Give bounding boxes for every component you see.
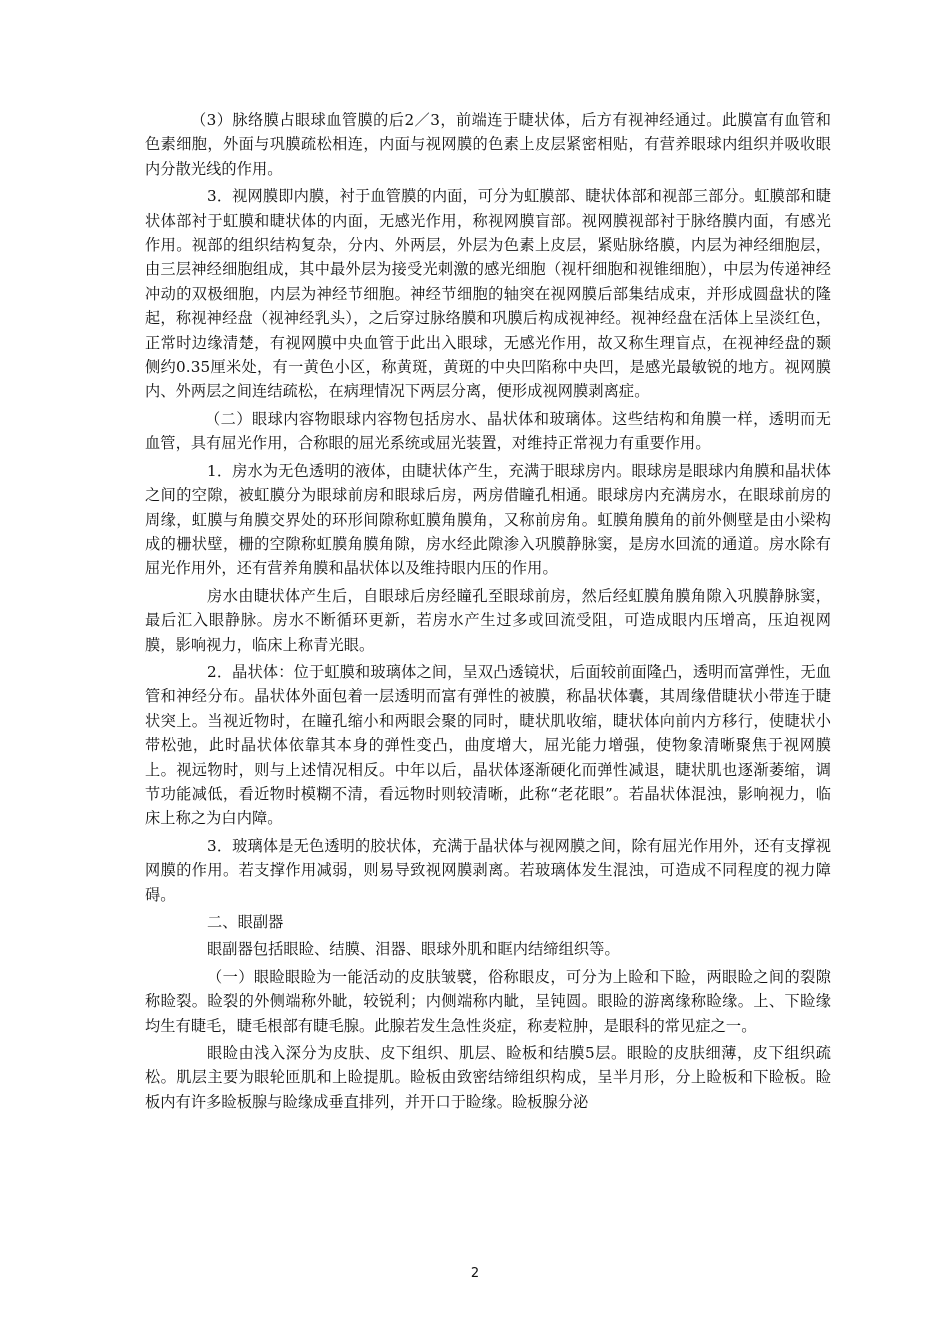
page-number: 2 [470,1266,480,1281]
paragraph-eyeball-contents: （二）眼球内容物眼球内容物包括房水、晶状体和玻璃体。这些结构和角膜一样，透明而无血管，具有屈光作用，合称眼的屈光系统或屈光装置，对维持正常视力有重要作用。 [145,409,831,453]
paragraph-accessory-overview: 眼副器包括眼睑、结膜、泪器、眼球外肌和眶内结缔组织等。 [207,940,620,959]
document-body [145,108,831,1114]
paragraph-eyelid-layers: 眼睑由浅入深分为皮肤、皮下组织、肌层、睑板和结膜5层。眼睑的皮肤细薄，皮下组织疏松。肌层主要为眼轮匝肌和上睑提肌。睑板由致密结缔组织构成，呈半月形，分上睑板和下睑板。睑板内有许多睑板腺与睑缘成垂直排列，并开口于睑缘。睑板腺分泌 [145,1044,831,1111]
paragraph-vitreous-body: 3．玻璃体是无色透明的胶状体，充满于晶状体与视网膜之间，除有屈光作用外，还有支撑视网膜的作用。若支撑作用减弱，则易导致视网膜剥离。若玻璃体发生混浊，可造成不同程度的视力障碍。 [145,836,831,904]
paragraph-retina: 3．视网膜即内膜，衬于血管膜的内面，可分为虹膜部、睫状体部和视部三部分。虹膜部和睫状体部衬于虹膜和睫状体的内面，无感光作用，称视网膜盲部。视网膜视部衬于脉络膜内面，有感光作用。视部的组织结构复杂，分内、外两层，外层为色素上皮层，紧贴脉络膜，内层为神经细胞层，由三层神经细胞组成，其中最外层为接受光刺激的感光细胞（视杆细胞和视锥细胞），中层为传递神经冲动的双极细胞，内层为神经节细胞。神经节细胞的轴突在视网膜后部集结成束，并形成圆盘状的隆起，称视神经盘（视神经乳头），之后穿过脉络膜和巩膜后构成视神经。视神经盘在活体上呈淡红色，正常时边缘清楚，有视网膜中央血管于此出入眼球，无感光作用，故又称生理盲点，在视神经盘的颞侧约0.35厘米处，有一黄色小区，称黄斑，黄斑的中央凹陷称中央凹，是感光最敏锐的地方。视网膜内、外两层之间连结疏松，在病理情况下两层分离，便形成视网膜剥离症。 [145,187,831,401]
paragraph-aqueous-circulation: 房水由睫状体产生后，自眼球后房经瞳孔至眼球前房，然后经虹膜角膜角隙入巩膜静脉窦，最后汇入眼静脉。房水不断循环更新，若房水产生过多或回流受阻，可造成眼内压增高，压迫视网膜，影响视力，临床上称青光眼。 [145,586,831,654]
paragraph-lens: 2．晶状体：位于虹膜和玻璃体之间，呈双凸透镜状，后面较前面隆凸，透明而富弹性，无血管和神经分布。晶状体外面包着一层透明而富有弹性的被膜，称晶状体囊，其周缘借睫状小带连于睫状突上。当视近物时，在瞳孔缩小和两眼会聚的同时，睫状肌收缩，睫状体向前内方移行，使睫状小带松弛，此时晶状体依靠其本身的弹性变凸，曲度增大，屈光能力增强，使物象清晰聚焦于视网膜上。视远物时，则与上述情况相反。中年以后，晶状体逐渐硬化而弹性减退，睫状肌也逐渐萎缩，调节功能减低，看近物时模糊不清，看远物时则较清晰，此称“老花眼”。若晶状体混浊，影响视力，临床上称之为白内障。 [145,662,831,828]
paragraph-choroid: （3）脉络膜占眼球血管膜的后2／3，前端连于睫状体，后方有视神经通过。此膜富有血管和色素细胞，外面与巩膜疏松相连，内面与视网膜的色素上皮层紧密相贴，有营养眼球内组织并吸收眼内分散光线的作用。 [145,111,831,178]
section-heading-accessory-organs: 二、眼副器 [207,913,284,931]
paragraph-eyelid: （一）眼睑眼睑为一能活动的皮肤皱襞，俗称眼皮，可分为上睑和下睑，两眼睑之间的裂隙称睑裂。睑裂的外侧端称外眦，较锐利；内侧端称内眦，呈钝圆。眼睑的游离缘称睑缘。上、下睑缘均生有睫毛，睫毛根部有睫毛腺。此腺若发生急性炎症，称麦粒肿，是眼科的常见症之一。 [145,967,831,1035]
paragraph-aqueous-humor: 1．房水为无色透明的液体，由睫状体产生，充满于眼球房内。眼球房是眼球内角膜和晶状体之间的空隙，被虹膜分为眼球前房和眼球后房，两房借瞳孔相通。眼球房内充满房水，在眼球前房的周缘，虹膜与角膜交界处的环形间隙称虹膜角膜角，又称前房角。虹膜角膜角的前外侧壁是由小梁构成的栅状壁，栅的空隙称虹膜角膜角隙，房水经此隙渗入巩膜静脉窦，是房水回流的通道。房水除有屈光作用外，还有营养角膜和晶状体以及维持眼内压的作用。 [145,461,831,578]
